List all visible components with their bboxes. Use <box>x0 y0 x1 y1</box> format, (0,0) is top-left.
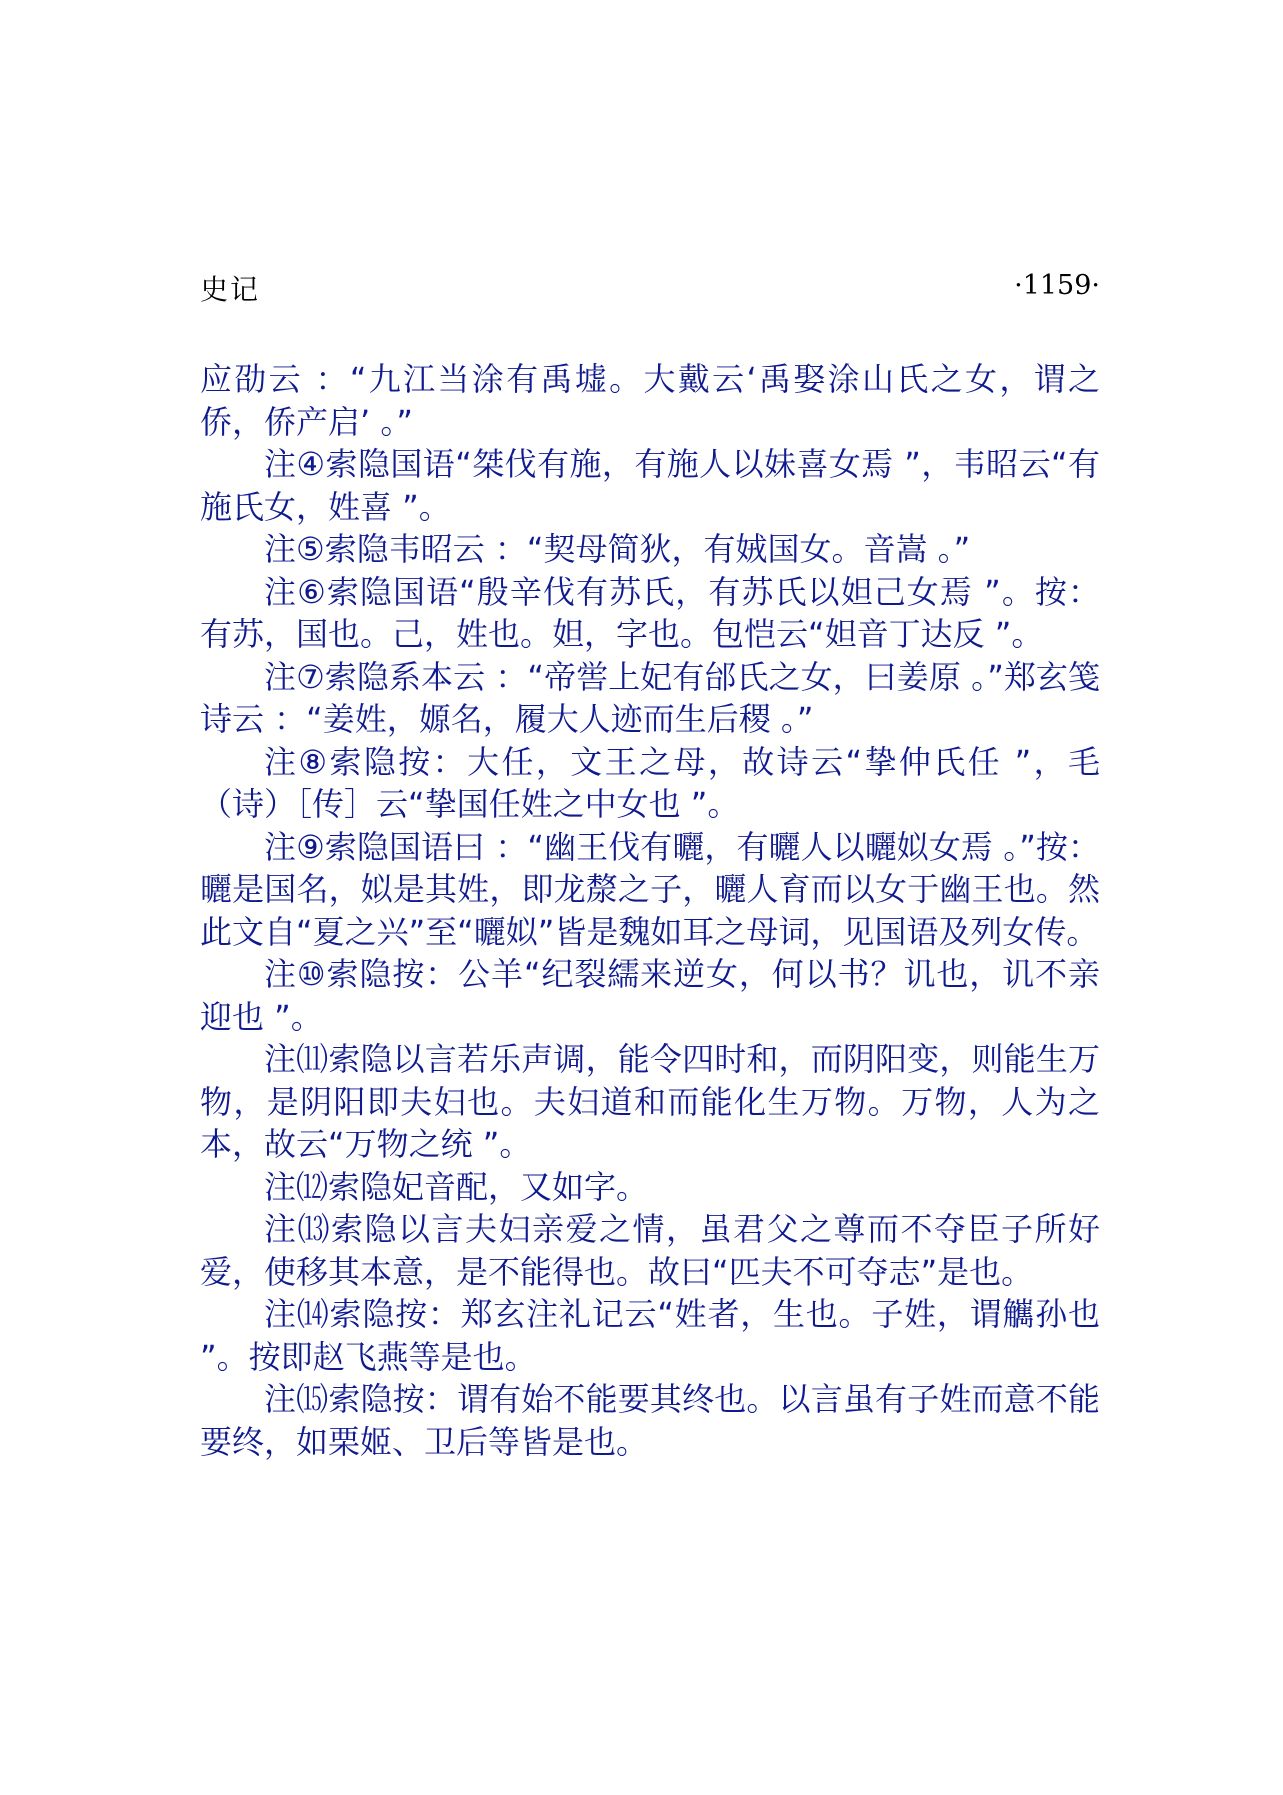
note-9: 注⑨索隐国语曰 ：“幽王伐有曬，有曬人以曬姒女焉 。”按：曬是国名，姒是其姓，即龙漦之子，曬人育而以女于幽王也。然此文自“夏之兴”至“曬姒”皆是魏如耳之母词，见国语及列女传。 <box>200 827 1100 951</box>
page-number: ·1159· <box>1014 270 1100 301</box>
note-12: 注⑿索隐妃音配，又如字。 <box>264 1167 649 1206</box>
annotation-text <box>200 358 1100 1463</box>
book-title: 史记 <box>200 273 261 306</box>
paragraph: 应劭云 ：“九江当涂有禹墟。大戴云‘禹娶涂山氏之女，谓之侨，侨产启’ 。” <box>200 360 1100 441</box>
note-7: 注⑦索隐系本云 ：“帝喾上妃有邰氏之女，曰姜原 。”郑玄笺诗云 ：“姜姓，嫄名，履大人迹而生后稷 。” <box>200 657 1100 738</box>
note-4: 注④索隐国语“桀伐有施，有施人以妹喜女焉 ”，韦昭云“有施氏女，姓喜 ”。 <box>200 445 1100 526</box>
note-13: 注⒀索隐以言夫妇亲爱之情，虽君父之尊而不夺臣子所好爱，使移其本意，是不能得也。故曰“匹夫不可夺志”是也。 <box>200 1210 1100 1291</box>
note-11: 注⑾索隐以言若乐声调，能令四时和，而阴阳变，则能生万物，是阴阳即夫妇也。夫妇道和而能化生万物。万物，人为之本，故云“万物之统 ”。 <box>200 1040 1100 1163</box>
page-header <box>200 268 1100 312</box>
note-10: 注⑩索隐按：公羊“纪裂繻来逆女，何以书？讥也，讥不亲迎也 ”。 <box>200 955 1100 1036</box>
note-5: 注⑤索隐韦昭云 ：“契母简狄，有娀国女。音嵩 。” <box>264 530 971 568</box>
note-8: 注⑧索隐按：大任，文王之母，故诗云“挚仲氏任 ”，毛（诗）［传］云“挚国任姓之中女也 ”。 <box>200 742 1100 823</box>
note-15: 注⒂索隐按：谓有始不能要其终也。以言虽有子姓而意不能要终，如栗姬、卫后等皆是也。 <box>200 1380 1100 1461</box>
note-6: 注⑥索隐国语“殷辛伐有苏氏，有苏氏以妲己女焉 ”。按：有苏，国也。己，姓也。妲，字也。包恺云“妲音丁达反 ”。 <box>200 572 1100 653</box>
note-14: 注⒁索隐按：郑玄注礼记云“姓者，生也。子姓，谓觽孙也 ”。按即赵飞燕等是也。 <box>200 1295 1100 1376</box>
